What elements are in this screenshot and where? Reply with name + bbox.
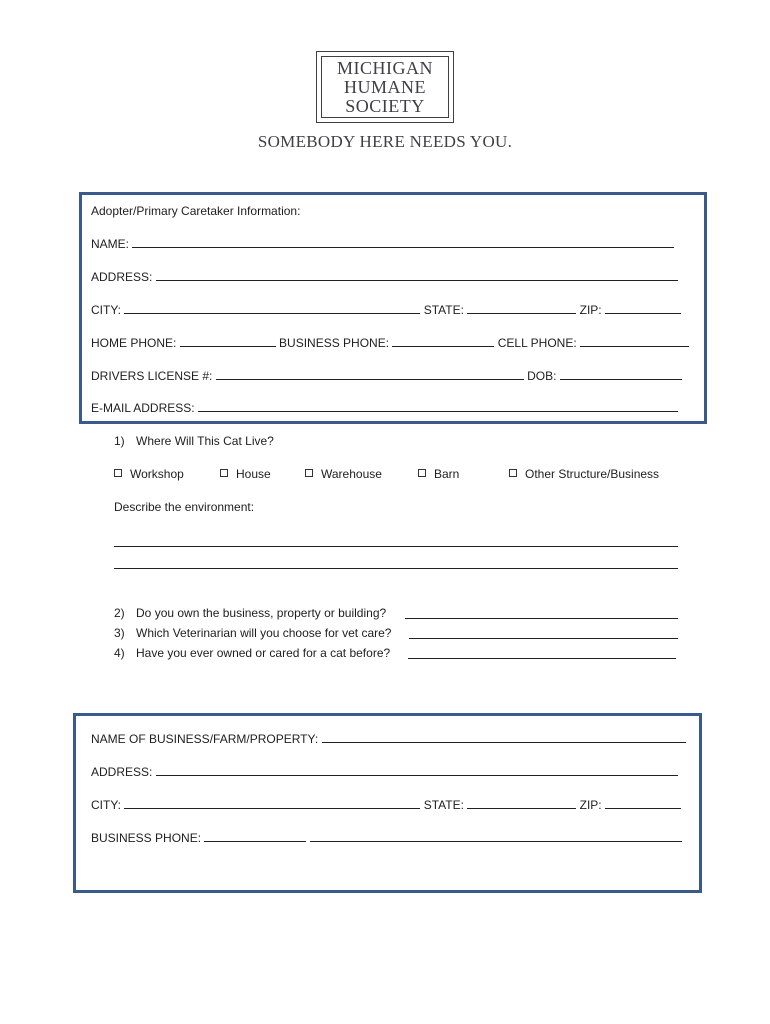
option-barn-label: Barn [434, 467, 460, 481]
business-name-input-line[interactable] [322, 732, 686, 743]
address-label: ADDRESS: [91, 270, 153, 284]
email-label: E-MAIL ADDRESS: [91, 401, 195, 415]
state-input-line[interactable] [467, 303, 576, 314]
checkbox-icon[interactable] [418, 469, 426, 477]
option-house-label: House [236, 467, 271, 481]
question-4 [114, 646, 390, 660]
name-label: NAME: [91, 237, 130, 251]
city-input-line[interactable] [124, 303, 420, 314]
zip-input-line[interactable] [605, 303, 681, 314]
question-2-number: 2) [114, 606, 125, 620]
question-4-number: 4) [114, 646, 125, 660]
option-other-structure-label: Other Structure/Business [525, 467, 660, 481]
business-phone-label: BUSINESS PHONE: [279, 336, 390, 350]
checkbox-icon[interactable] [220, 469, 228, 477]
address-input-line[interactable] [156, 270, 678, 281]
email-field[interactable] [91, 401, 678, 415]
question-2-answer-line[interactable] [405, 618, 678, 619]
option-workshop-label: Workshop [130, 467, 184, 481]
question-4-answer-line[interactable] [408, 658, 676, 659]
dob-label: DOB: [527, 369, 557, 383]
phones-row [91, 336, 689, 350]
business-phone-input-line[interactable] [392, 336, 494, 347]
business-phone-input-line-a[interactable] [204, 831, 306, 842]
name-field[interactable] [91, 237, 674, 251]
business-city-label: CITY: [91, 798, 122, 812]
license-dob-row [91, 369, 682, 383]
business-name-field[interactable] [91, 732, 686, 746]
option-house[interactable] [220, 467, 271, 481]
tagline: SOMEBODY HERE NEEDS YOU. [257, 132, 513, 151]
logo-line-2: HUMANE [344, 76, 426, 97]
business-phone-input-line-b[interactable] [310, 831, 682, 842]
question-2-text: Do you own the business, property or building? [136, 606, 387, 620]
question-4-text: Have you ever owned or cared for a cat before? [136, 646, 391, 660]
state-label: STATE: [423, 303, 464, 317]
business-zip-label: ZIP: [579, 798, 602, 812]
option-workshop[interactable] [114, 467, 184, 481]
home-phone-label: HOME PHONE: [91, 336, 177, 350]
cell-phone-input-line[interactable] [580, 336, 689, 347]
question-1-text: Where Will This Cat Live? [136, 434, 274, 448]
describe-environment-label: Describe the environment: [114, 500, 255, 514]
business-phone-field[interactable] [91, 831, 682, 845]
city-label: CITY: [91, 303, 122, 317]
question-3-answer-line[interactable] [409, 638, 678, 639]
question-3-number: 3) [114, 626, 125, 640]
option-other-structure[interactable] [509, 467, 659, 481]
michigan-humane-society-logo [316, 51, 454, 123]
home-phone-input-line[interactable] [180, 336, 276, 347]
business-address-input-line[interactable] [156, 765, 678, 776]
address-field[interactable] [91, 270, 678, 284]
checkbox-icon[interactable] [114, 469, 122, 477]
question-3 [114, 626, 391, 640]
environment-answer-line-1[interactable] [114, 546, 678, 547]
logo-line-1: MICHIGAN [337, 57, 433, 78]
business-city-input-line[interactable] [124, 798, 420, 809]
checkbox-icon[interactable] [509, 469, 517, 477]
business-zip-input-line[interactable] [605, 798, 681, 809]
drivers-license-input-line[interactable] [216, 369, 524, 380]
business-state-label: STATE: [423, 798, 464, 812]
environment-answer-line-2[interactable] [114, 568, 678, 569]
logo-line-3: SOCIETY [345, 95, 425, 116]
logo-inner-frame [321, 56, 449, 118]
email-input-line[interactable] [198, 401, 678, 412]
option-barn[interactable] [418, 467, 459, 481]
checkbox-icon[interactable] [305, 469, 313, 477]
question-2 [114, 606, 386, 620]
business-name-label: NAME OF BUSINESS/FARM/PROPERTY: [91, 732, 319, 746]
cell-phone-label: CELL PHONE: [497, 336, 577, 350]
drivers-license-label: DRIVERS LICENSE #: [91, 369, 213, 383]
question-3-text: Which Veterinarian will you choose for vet care? [136, 626, 392, 640]
adopter-section-heading: Adopter/Primary Caretaker Information: [91, 204, 301, 218]
business-address-label: ADDRESS: [91, 765, 153, 779]
business-phone-label-2: BUSINESS PHONE: [91, 831, 202, 845]
name-input-line[interactable] [132, 237, 674, 248]
business-address-field[interactable] [91, 765, 678, 779]
option-warehouse-label: Warehouse [321, 467, 382, 481]
question-1 [114, 434, 274, 448]
city-state-zip-row [91, 303, 681, 317]
zip-label: ZIP: [579, 303, 602, 317]
question-1-number: 1) [114, 434, 125, 448]
business-city-state-zip-row [91, 798, 681, 812]
dob-input-line[interactable] [560, 369, 682, 380]
option-warehouse[interactable] [305, 467, 382, 481]
business-state-input-line[interactable] [467, 798, 576, 809]
